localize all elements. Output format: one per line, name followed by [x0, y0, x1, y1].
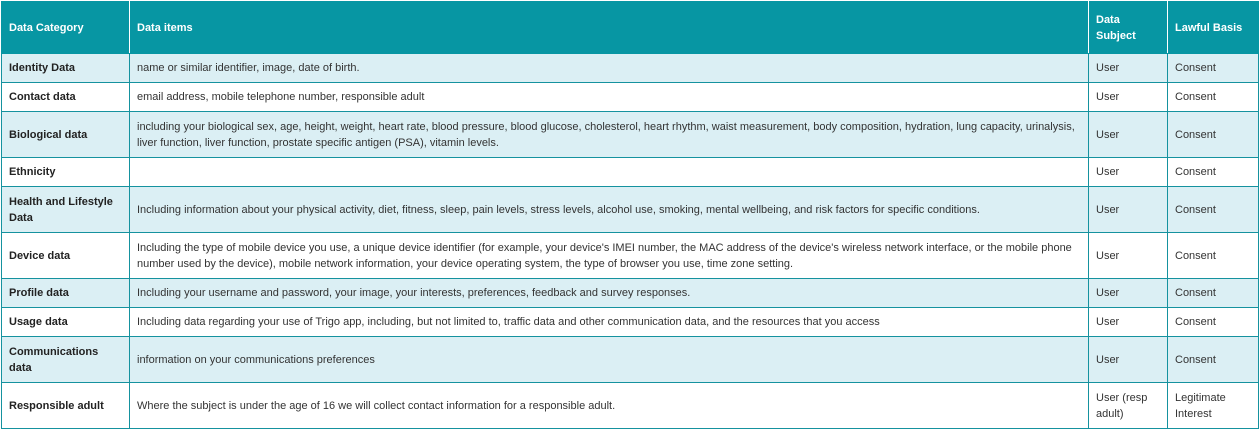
lawful-basis-cell: Consent: [1168, 112, 1259, 158]
data-category-cell: Device data: [2, 233, 130, 279]
lawful-basis-cell: Consent: [1168, 158, 1259, 187]
data-items-cell: Where the subject is under the age of 16 we will collect contact information for a responsible adult.: [130, 383, 1089, 429]
table-row: [2, 279, 1259, 308]
lawful-basis-cell: Consent: [1168, 54, 1259, 83]
data-subject-cell: User: [1089, 187, 1168, 233]
table-row: [2, 158, 1259, 187]
data-subject-cell: User: [1089, 279, 1168, 308]
data-category-cell: Responsible adult: [2, 383, 130, 429]
table-row: [2, 383, 1259, 429]
data-items-cell: Including data regarding your use of Trigo app, including, but not limited to, traffic data and other communication data, and the resources that you access: [130, 308, 1089, 337]
data-category-cell: Health and Lifestyle Data: [2, 187, 130, 233]
table-header-row: [2, 2, 1259, 54]
lawful-basis-cell: Consent: [1168, 83, 1259, 112]
data-category-cell: Ethnicity: [2, 158, 130, 187]
header-data-subject: Data Subject: [1089, 2, 1168, 54]
header-data-items: Data items: [130, 2, 1089, 54]
data-category-cell: Communications data: [2, 337, 130, 383]
data-subject-cell: User: [1089, 233, 1168, 279]
data-items-cell: information on your communications preferences: [130, 337, 1089, 383]
table-row: [2, 233, 1259, 279]
data-subject-cell: User: [1089, 158, 1168, 187]
header-lawful-basis: Lawful Basis: [1168, 2, 1259, 54]
data-items-cell: including your biological sex, age, height, weight, heart rate, blood pressure, blood glucose, cholesterol, heart rhythm, waist measurement, body composition, hydration, lung capacity, urinalysis, liver function, liver function, prostate specific antigen (PSA), vitamin levels.: [130, 112, 1089, 158]
data-category-cell: Biological data: [2, 112, 130, 158]
table-row: [2, 83, 1259, 112]
data-category-cell: Contact data: [2, 83, 130, 112]
table-row: [2, 54, 1259, 83]
data-items-cell: [130, 158, 1089, 187]
data-items-cell: Including your username and password, your image, your interests, preferences, feedback and survey responses.: [130, 279, 1089, 308]
data-subject-cell: User: [1089, 308, 1168, 337]
data-category-cell: Profile data: [2, 279, 130, 308]
lawful-basis-cell: Consent: [1168, 233, 1259, 279]
data-subject-cell: User: [1089, 337, 1168, 383]
data-items-cell: Including the type of mobile device you use, a unique device identifier (for example, your device's IMEI number, the MAC address of the device's wireless network interface, or the mobile phone number used by the device), mobile network information, your device operating system, the type of browser you use, time zone setting.: [130, 233, 1089, 279]
lawful-basis-cell: Consent: [1168, 308, 1259, 337]
data-subject-cell: User: [1089, 83, 1168, 112]
table-row: [2, 112, 1259, 158]
data-items-cell: Including information about your physical activity, diet, fitness, sleep, pain levels, stress levels, alcohol use, smoking, mental wellbeing, and risk factors for specific conditions.: [130, 187, 1089, 233]
data-subject-cell: User: [1089, 112, 1168, 158]
data-subject-cell: User (resp adult): [1089, 383, 1168, 429]
lawful-basis-cell: Consent: [1168, 337, 1259, 383]
data-subject-cell: User: [1089, 54, 1168, 83]
data-items-cell: name or similar identifier, image, date of birth.: [130, 54, 1089, 83]
data-category-cell: Usage data: [2, 308, 130, 337]
lawful-basis-cell: Legitimate Interest: [1168, 383, 1259, 429]
lawful-basis-cell: Consent: [1168, 187, 1259, 233]
table-row: [2, 187, 1259, 233]
data-category-cell: Identity Data: [2, 54, 130, 83]
table-row: [2, 308, 1259, 337]
lawful-basis-cell: Consent: [1168, 279, 1259, 308]
data-items-cell: email address, mobile telephone number, responsible adult: [130, 83, 1089, 112]
table-row: [2, 337, 1259, 383]
header-data-category: Data Category: [2, 2, 130, 54]
data-processing-table: [1, 1, 1259, 429]
